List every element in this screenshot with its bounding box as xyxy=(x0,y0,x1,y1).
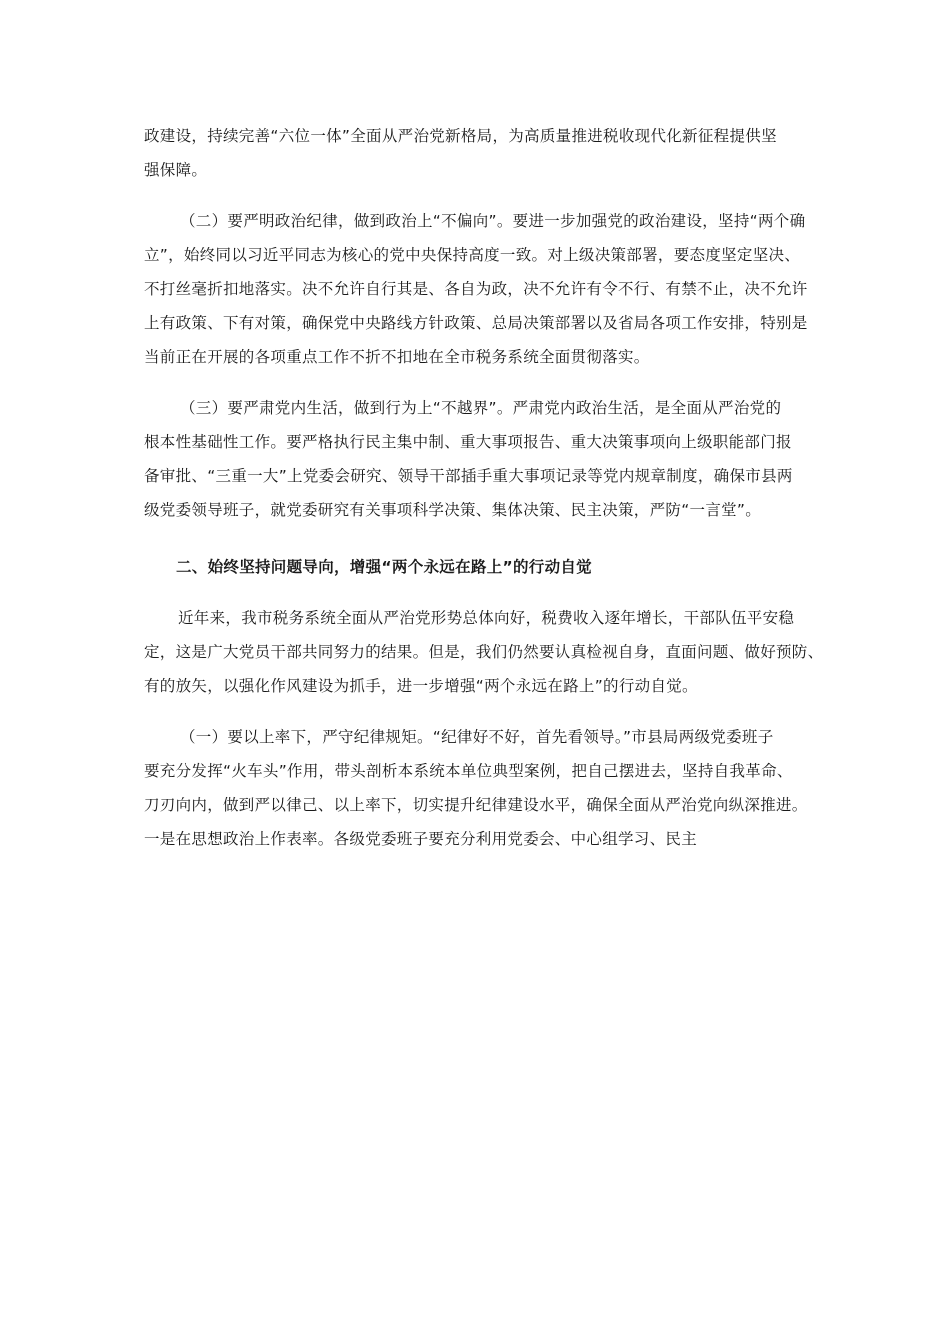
paragraph-1-line-2: 强保障。 xyxy=(144,161,208,179)
paragraph-3-line-2: 根本性基础性工作。要严格执行民主集中制、重大事项报告、重大决策事项向上级职能部门报 xyxy=(144,433,792,451)
paragraph-3-line-4: 级党委领导班子，就党委研究有关事项科学决策、集体决策、民主决策，严防“一言堂”。 xyxy=(144,501,762,519)
paragraph-1-line-1: 政建设，持续完善“六位一体”全面从严治党新格局，为高质量推进税收现代化新征程提供坚 xyxy=(144,127,777,145)
paragraph-2-line-2: 立”，始终同以习近平同志为核心的党中央保持高度一致。对上级决策部署，要态度坚定坚决、 xyxy=(144,246,801,264)
paragraph-2-line-1: （二）要严明政治纪律，做到政治上“不偏向”。要进一步加强党的政治建设，坚持“两个确 xyxy=(180,212,806,230)
paragraph-5-line-4: 一是在思想政治上作表率。各级党委班子要充分利用党委会、中心组学习、民主 xyxy=(144,830,698,848)
paragraph-2-line-3: 不打丝毫折扣地落实。决不允许自行其是、各自为政，决不允许有令不行、有禁不止，决不允许 xyxy=(144,280,808,298)
paragraph-4-line-2: 定，这是广大党员干部共同努力的结果。但是，我们仍然要认真检视自身，直面问题、做好预防、 xyxy=(144,643,824,661)
paragraph-4-line-1: 近年来，我市税务系统全面从严治党形势总体向好，税费收入逐年增长，干部队伍平安稳 xyxy=(178,609,795,627)
paragraph-5-line-3: 刀刃向内，做到严以律己、以上率下，切实提升纪律建设水平，确保全面从严治党向纵深推进。 xyxy=(144,796,808,814)
paragraph-2-line-5: 当前正在开展的各项重点工作不折不扣地在全市税务系统全面贯彻落实。 xyxy=(144,348,650,366)
paragraph-5-line-2: 要充分发挥“火车头”作用，带头剖析本系统本单位典型案例，把自己摆进去，坚持自我革命、 xyxy=(144,762,793,780)
paragraph-2-line-4: 上有政策、下有对策，确保党中央路线方针政策、总局决策部署以及省局各项工作安排，特别是 xyxy=(144,314,808,332)
paragraph-4-line-3: 有的放矢，以强化作风建设为抓手，进一步增强“两个永远在路上”的行动自觉。 xyxy=(144,677,698,695)
paragraph-3-line-3: 备审批、“三重一大”上党委会研究、领导干部插手重大事项记录等党内规章制度，确保市县两 xyxy=(144,467,793,485)
paragraph-3-line-1: （三）要严肃党内生活，做到行为上“不越界”。严肃党内政治生活，是全面从严治党的 xyxy=(180,399,782,417)
paragraph-5-line-1: （一）要以上率下，严守纪律规矩。“纪律好不好，首先看领导。”市县局两级党委班子 xyxy=(180,728,774,746)
section-heading-2: 二、始终坚持问题导向，增强“两个永远在路上”的行动自觉 xyxy=(176,558,592,576)
